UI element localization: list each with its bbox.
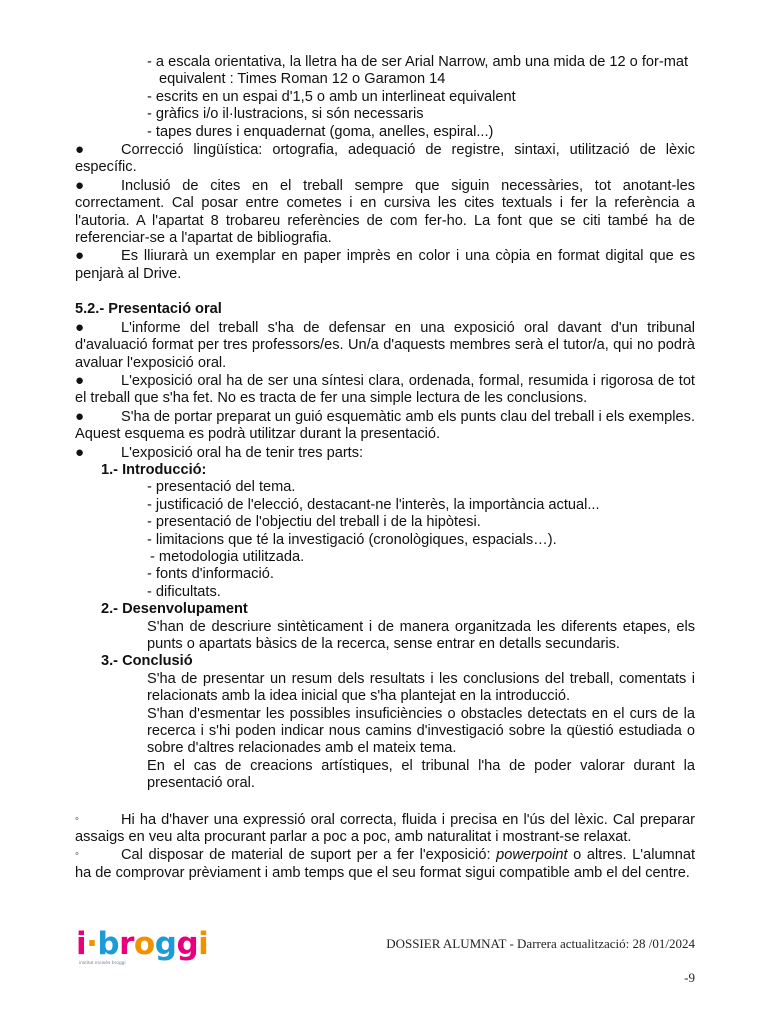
bullet-paragraph (75, 177, 695, 248)
bullet-icon: ● (75, 247, 85, 265)
logo-letter: b (97, 926, 120, 962)
bullet-text: Inclusió de cites en el treball sempre que siguin necessàries, tot anotant-les correctament. Cal posar entre cometes i en cursiva les cites textuals i fer la referència a l'autoria. A l'apartat 8 trobareu referències de com fer-ho. La font que se citi també ha de referenciar-se a l'apartat de bibliografia. (75, 177, 695, 247)
bullet-icon: ● (75, 371, 85, 389)
development-text: S'han de descriure sintèticament i de manera organitzada les diferents etapes, els punts o apartats bàsics de la recerca, sense entrar en detalls secundaris. (147, 618, 695, 652)
part-heading-development: 2.- Desenvolupament (101, 601, 248, 618)
circle-bullet-icon: ◦ (75, 848, 79, 861)
logo-letter: g (154, 926, 177, 962)
format-item: - escrits en un espai d'1,5 o amb un interlineat equivalent (147, 88, 516, 105)
bullet-paragraph (75, 141, 695, 177)
closing-text-before: Cal disposar de material de suport per a fer l'exposició: (121, 847, 497, 864)
bullet-paragraph (75, 444, 695, 462)
page-number: -9 (684, 970, 695, 985)
intro-item: - dificultats. (147, 583, 221, 600)
format-item: - tapes dures i enquadernat (goma, anelles, espiral...) (147, 123, 494, 140)
ibroggi-logo (76, 926, 209, 970)
closing-text-after: o altres. L'alumnat ha de comprovar prèviament i amb temps que el seu format sigui compatible amb el del centre. (75, 847, 696, 881)
bullet-icon: ● (75, 407, 85, 425)
logo-letter: g (176, 926, 199, 962)
spacer (75, 793, 695, 811)
logo-wordmark (76, 926, 209, 962)
intro-item: - justificació de l'elecció, destacant-ne l'interès, la importància actual... (147, 496, 600, 513)
bullet-paragraph (75, 372, 695, 408)
bullet-text: L'exposició oral ha de tenir tres parts: (121, 444, 364, 461)
conclusion-paragraph: S'han d'esmentar les possibles insuficiències o obstacles detectats en el curs de la recerca i s'hi poden indicar nous camins d'investigació sobre la qüestió estudiada o sobre d'altres relacionades amb el mateix tema. (147, 705, 695, 757)
logo-letter: · (86, 926, 98, 962)
bullet-icon: ● (75, 141, 85, 159)
intro-item: - limitacions que té la investigació (cronològiques, espacials…). (147, 531, 557, 548)
bullet-text: Es lliurarà un exemplar en paper imprès en color i una còpia en format digital que es penjarà al Drive. (75, 248, 695, 282)
conclusion-paragraph: En el cas de creacions artístiques, el tribunal l'ha de poder valorar durant la presentació oral. (147, 757, 695, 792)
format-item: - a escala orientativa, la lletra ha de ser Arial Narrow, amb una mida de 12 o for-mat equivalent : Times Roman 12 o Garamon 14 (147, 54, 689, 88)
bullet-text: L'exposició oral ha de ser una síntesi clara, ordenada, formal, resumida i rigorosa de tot el treball que s'ha fet. No es tracta de fer una simple lectura de les conclusions. (75, 372, 695, 407)
format-item: - gràfics i/o il·lustracions, si són necessaris (147, 106, 424, 123)
closing-paragraph (75, 811, 695, 847)
intro-item: - presentació del tema. (147, 479, 296, 496)
logo-letter: r (119, 926, 134, 962)
logo-subtext: institut moisès broggi (79, 960, 126, 965)
bullet-paragraph (75, 408, 695, 444)
part-heading-introduction: 1.- Introducció: (101, 461, 207, 478)
intro-item: - fonts d'informació. (147, 566, 274, 583)
bullet-text: L'informe del treball s'ha de defensar en una exposició oral davant d'un tribunal d'avaluació format per tres professors/es. Un/a d'aquests membres serà el tutor/a, qui no podrà avaluar l'exposició oral. (75, 319, 695, 371)
section-heading: 5.2.- Presentació oral (75, 301, 222, 318)
spacer (75, 283, 695, 301)
closing-text-emphasis: powerpoint (496, 847, 568, 864)
intro-item: - metodologia utilitzada. (150, 548, 305, 565)
conclusion-paragraph: S'ha de presentar un resum dels resultats i les conclusions del treball, comentats i relacionats amb la idea inicial que s'ha plantejat en la introducció. (147, 670, 695, 705)
closing-text: Hi ha d'haver una expressió oral correcta, fluida i precisa en l'ús del lèxic. Cal preparar assaigs en veu alta procurant parlar a poc a poc, amb naturalitat i mostrant-se relaxat. (75, 811, 695, 846)
bullet-text: S'ha de portar preparat un guió esquemàtic amb els punts clau del treball i els exemples. Aquest esquema es podrà utilitzar durant la presentació. (75, 408, 695, 443)
document-body (75, 54, 695, 882)
logo-letter: i (76, 926, 87, 962)
intro-item: - presentació de l'objectiu del treball i de la hipòtesi. (147, 514, 481, 531)
bullet-icon: ● (75, 318, 85, 336)
bullet-text: Correcció lingüística: ortografia, adequació de registre, sintaxi, utilització de lèxic específic. (75, 142, 695, 176)
logo-letter: i (198, 926, 209, 962)
circle-bullet-icon: ◦ (75, 812, 79, 825)
closing-paragraph (75, 846, 695, 882)
part-heading-conclusion: 3.- Conclusió (101, 653, 193, 670)
logo-letter: o (133, 926, 155, 962)
bullet-icon: ● (75, 176, 85, 194)
bullet-paragraph (75, 247, 695, 283)
bullet-paragraph (75, 319, 695, 372)
footer-dossier: DOSSIER ALUMNAT - Darrera actualització: 28 /01/2024 (386, 936, 695, 951)
bullet-icon: ● (75, 443, 85, 461)
